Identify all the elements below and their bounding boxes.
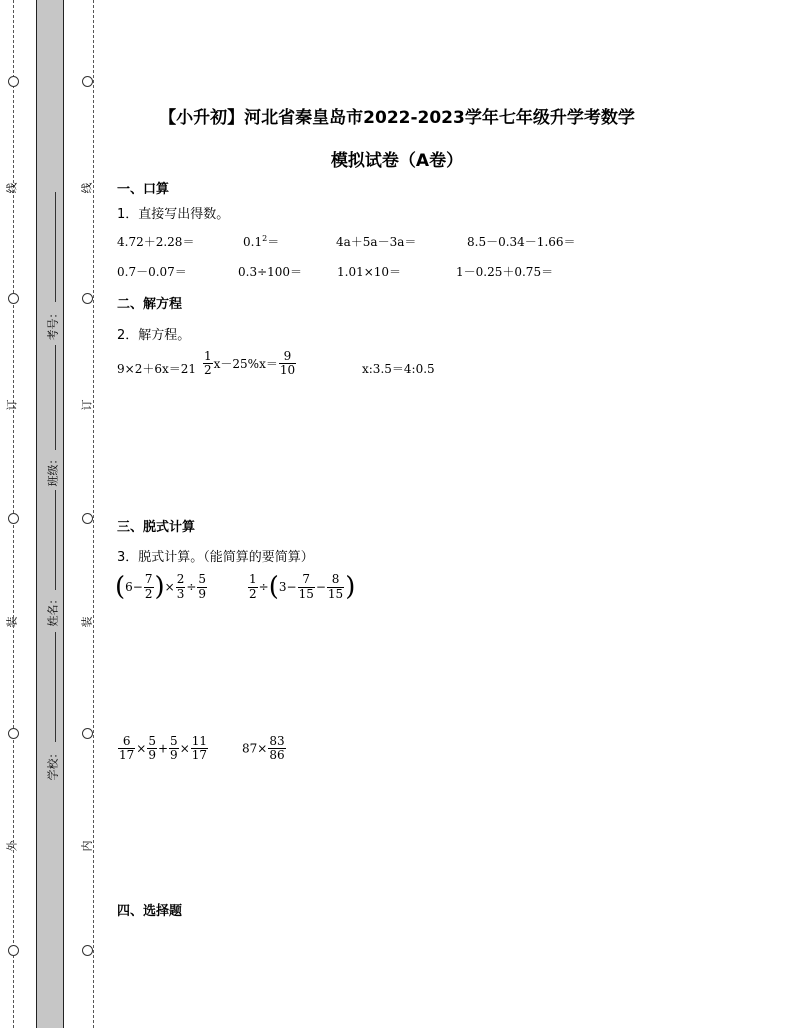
oral-expr-8: 1－0.25＋0.75＝ xyxy=(456,265,554,279)
binding-hole xyxy=(8,293,19,304)
oral-expr-6: 0.3÷100＝ xyxy=(238,265,303,279)
calc-expr-1: (6− $\frac{7}{2}$ )× $\frac{2}{3}$ ÷ $\frac{5}{9}$ xyxy=(115,572,207,602)
binding-hole xyxy=(8,76,19,87)
page-title-line2: 模拟试卷（A卷） xyxy=(330,151,464,171)
oral-expr-5: 0.7－0.07＝ xyxy=(117,265,187,279)
fraction: $\frac{7}{2}$ xyxy=(144,572,153,601)
inner-mark-xian: 线 xyxy=(80,182,94,194)
field-line-class[interactable] xyxy=(55,345,56,450)
binding-hole xyxy=(8,728,19,739)
outer-mark-zhuang: 装 xyxy=(5,616,19,628)
field-label-class: 班级： xyxy=(46,453,60,487)
field-label-school: 学校： xyxy=(46,747,60,781)
equation-1: 9×2＋6x＝21 xyxy=(117,362,196,376)
section-title-oral: 一、口算 xyxy=(117,182,170,197)
fraction: $\frac{2}{3}$ xyxy=(176,572,185,601)
equation-2: $\frac{1}{2}$ x－25%x＝ $\frac{9}{10}$ xyxy=(204,349,296,378)
outer-mark-ding: 订 xyxy=(5,399,19,411)
fraction: $\frac{83}{86}$ xyxy=(269,734,285,763)
calc-expr-3: $\frac{6}{17}$ × $\frac{5}{9}$ + $\frac{5}{9}$ × $\frac{11}{17}$ xyxy=(119,734,208,763)
outer-mark-xian: 线 xyxy=(5,182,19,194)
inner-mark-nei: 内 xyxy=(80,840,94,852)
oral-expr-1: 4.72＋2.28＝ xyxy=(117,235,195,249)
inner-mark-zhuang: 装 xyxy=(80,616,94,628)
fraction: $\frac{7}{15}$ xyxy=(298,572,314,601)
binding-hole xyxy=(82,945,93,956)
fraction: $\frac{1}{2}$ xyxy=(204,349,212,378)
oral-expr-4: 8.5－0.34－1.66＝ xyxy=(467,235,576,249)
binding-hole xyxy=(8,513,19,524)
question-3-text: 3．脱式计算。（能简算的要简算） xyxy=(117,550,314,565)
inner-cut-line xyxy=(93,0,94,1028)
section-title-calculation: 三、脱式计算 xyxy=(117,520,196,535)
binding-hole xyxy=(82,728,93,739)
fraction: $\frac{9}{10}$ xyxy=(279,349,296,378)
fraction: $\frac{5}{9}$ xyxy=(198,572,207,601)
field-label-exam-number: 考号： xyxy=(46,307,60,341)
outer-mark-wai: 外 xyxy=(5,840,19,852)
binding-band xyxy=(36,0,64,1028)
section-title-equations: 二、解方程 xyxy=(117,297,183,312)
fraction: $\frac{6}{17}$ xyxy=(119,734,135,763)
fraction: $\frac{5}{9}$ xyxy=(148,734,156,763)
oral-expr-2-equals: ＝ xyxy=(267,235,280,249)
calc-expr-4: 87× $\frac{83}{86}$ xyxy=(242,734,285,763)
fraction: $\frac{8}{15}$ xyxy=(327,572,344,601)
oral-expr-2-base: 0.1 xyxy=(243,235,263,249)
field-line-exam-number[interactable] xyxy=(55,192,56,302)
binding-hole xyxy=(82,513,93,524)
equation-3: x:3.5＝4:0.5 xyxy=(362,362,435,376)
fraction: $\frac{5}{9}$ xyxy=(170,734,178,763)
oral-expr-2 xyxy=(243,233,279,250)
oral-expr-7: 1.01×10＝ xyxy=(337,265,402,279)
section-title-choice: 四、选择题 xyxy=(117,904,183,919)
fraction: $\frac{1}{2}$ xyxy=(249,572,257,601)
page-title-line1: 【小升初】河北省秦皇岛市2022-2023学年七年级升学考数学 xyxy=(159,108,635,128)
question-1-text: 1．直接写出得数。 xyxy=(117,207,230,222)
binding-hole xyxy=(82,293,93,304)
oral-expr-3: 4a＋5a－3a＝ xyxy=(336,235,417,249)
fraction: $\frac{11}{17}$ xyxy=(191,734,208,763)
question-2-text: 2．解方程。 xyxy=(117,328,191,343)
field-label-name: 姓名： xyxy=(46,593,60,627)
binding-hole xyxy=(82,76,93,87)
binding-hole xyxy=(8,945,19,956)
field-line-school[interactable] xyxy=(55,632,56,742)
calc-expr-2: $\frac{1}{2}$ ÷(3− $\frac{7}{15}$ − $\frac{8}{15}$ ) xyxy=(249,572,356,602)
field-line-name[interactable] xyxy=(55,490,56,590)
oral-expr-2-exponent: 2 xyxy=(262,234,268,243)
inner-mark-ding: 订 xyxy=(80,399,94,411)
